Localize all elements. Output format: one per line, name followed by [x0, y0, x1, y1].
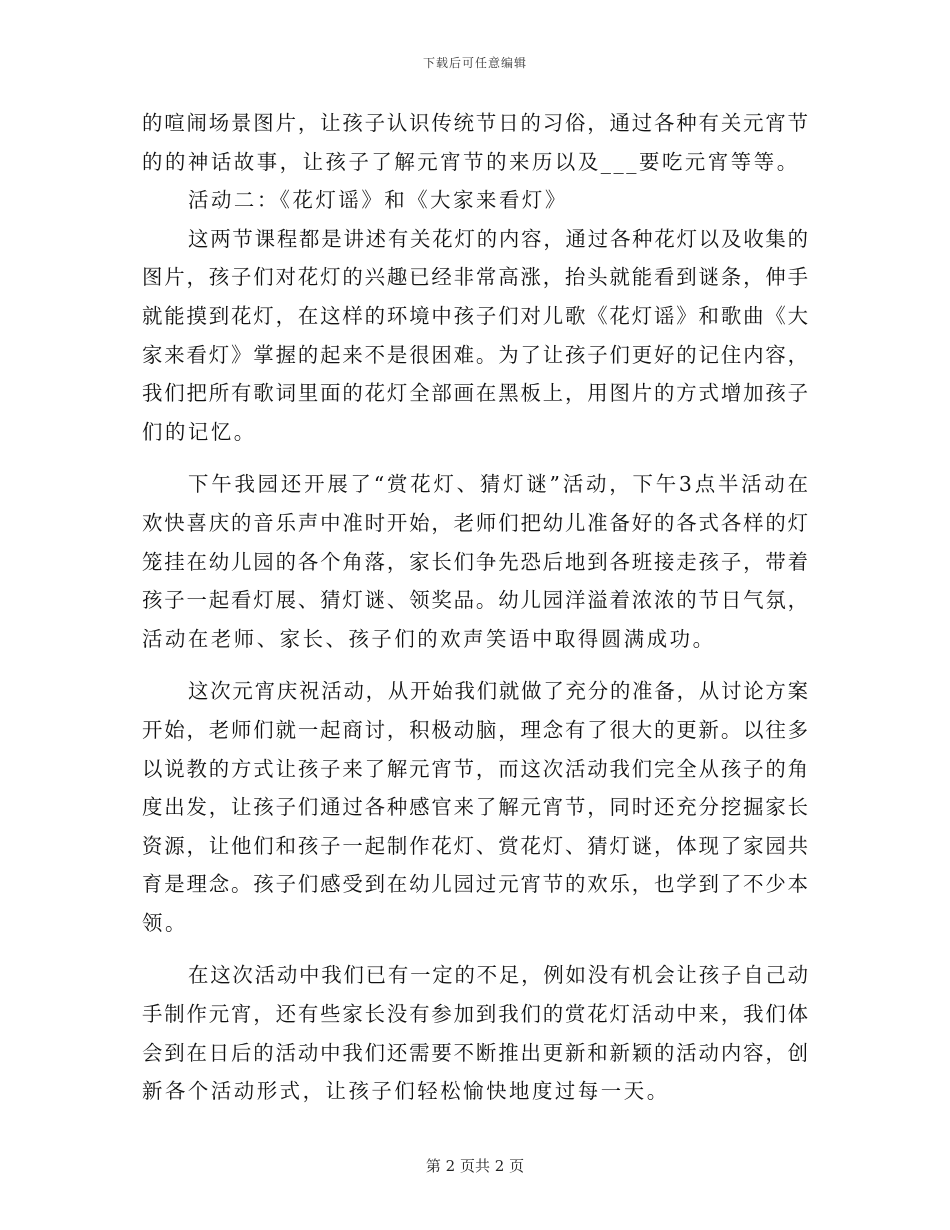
paragraph-intro	[142, 104, 808, 181]
text-line: 资源，让他们和孩子一起制作花灯、赏花灯、猜灯谜，体现了家园共	[142, 833, 808, 858]
text-line: 这两节课程都是讲述有关花灯的内容，通过各种花灯以及收集的	[188, 226, 808, 251]
paragraph-shortcomings	[142, 956, 808, 1110]
text-line: 会到在日后的活动中我们还需要不断推出更新和新颖的活动内容，创	[142, 1040, 808, 1065]
text-line: 们的记忆。	[142, 419, 257, 444]
text-line: 这次元宵庆祝活动，从开始我们就做了充分的准备，从讨论方案	[188, 679, 808, 704]
text-line: 手制作元宵，还有些家长没有参加到我们的赏花灯活动中来，我们体	[142, 1002, 808, 1027]
paragraph-afternoon-event	[142, 465, 808, 658]
text-line: 开始，老师们就一起商讨，积极动脑，理念有了很大的更新。以往多	[142, 717, 808, 742]
text-line: 度出发，让孩子们通过各种感官来了解元宵节，同时还充分挖掘家长	[142, 795, 808, 820]
activity-two-heading	[142, 181, 808, 220]
text-line: 我们把所有歌词里面的花灯全部画在黑板上，用图片的方式增加孩子	[142, 381, 808, 406]
paragraph-preparation	[142, 672, 808, 942]
paragraph-lantern-lessons	[142, 220, 808, 452]
text-line: 以说教的方式让孩子来了解元宵节，而这次活动我们完全从孩子的角	[142, 756, 808, 781]
text-line: 的的神话故事，让孩子了解元宵节的来历以及___要吃元宵等等。	[142, 149, 800, 174]
document-body	[142, 104, 808, 1111]
text-line: 家来看灯》掌握的起来不是很困难。为了让孩子们更好的记住内容，	[142, 342, 808, 367]
text-line: 新各个活动形式，让孩子们轻松愉快地度过每一天。	[142, 1079, 670, 1104]
text-line: 的喧闹场景图片，让孩子认识传统节日的习俗，通过各种有关元宵节	[142, 111, 808, 135]
text-line: 下午我园还开展了“赏花灯、猜灯谜”活动，下午3点半活动在	[188, 472, 808, 497]
text-line: 孩子一起看灯展、猜灯谜、领奖品。幼儿园洋溢着浓浓的节日气氛，	[142, 588, 808, 613]
text-line: 活动二：《花灯谣》和《大家来看灯》	[188, 188, 568, 213]
page-footer: 第 2 页共 2 页	[425, 1157, 525, 1175]
text-line: 活动在老师、家长、孩子们的欢声笑语中取得圆满成功。	[142, 626, 716, 651]
text-line: 欢快喜庆的音乐声中准时开始，老师们把幼儿准备好的各式各样的灯	[142, 510, 808, 535]
text-line: 领。	[142, 910, 188, 935]
text-line: 图片，孩子们对花灯的兴趣已经非常高涨，抬头就能看到谜条，伸手	[142, 265, 808, 290]
text-line: 就能摸到花灯，在这样的环境中孩子们对儿歌《花灯谣》和歌曲《大	[142, 303, 808, 328]
text-line: 在这次活动中我们已有一定的不足，例如没有机会让孩子自己动	[188, 963, 808, 988]
text-line: 笼挂在幼儿园的各个角落，家长们争先恐后地到各班接走孩子，带着	[142, 549, 808, 574]
page-header: 下载后可任意编辑	[422, 56, 527, 70]
text-line: 育是理念。孩子们感受到在幼儿园过元宵节的欢乐，也学到了不少本	[142, 872, 808, 897]
